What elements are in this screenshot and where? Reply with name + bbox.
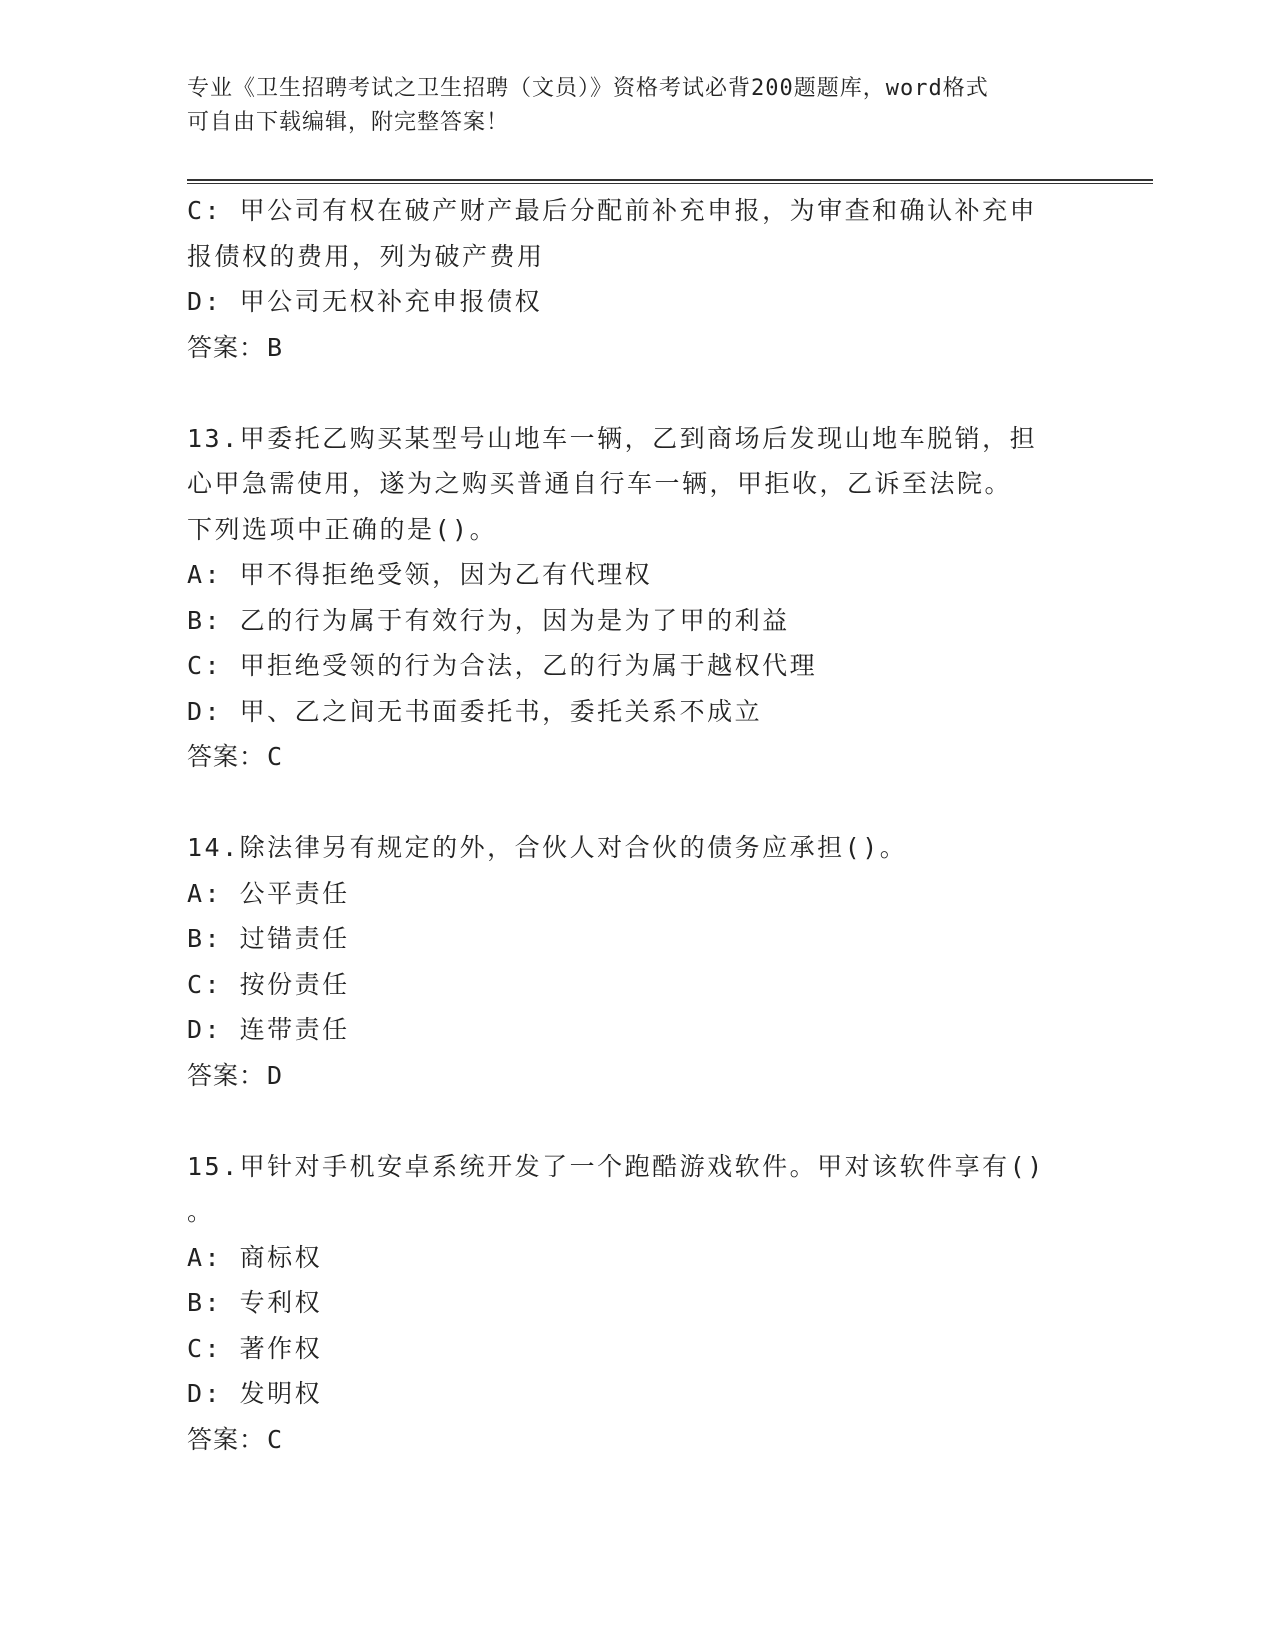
answer-value: C bbox=[267, 742, 284, 771]
option-d: D: 甲、乙之间无书面委托书，委托关系不成立 bbox=[187, 696, 763, 726]
spacer bbox=[187, 1098, 1087, 1144]
spacer bbox=[187, 370, 1087, 416]
question-14 bbox=[187, 825, 1087, 1098]
answer-value: B bbox=[267, 332, 284, 362]
option-b: B: 过错责任 bbox=[187, 924, 350, 953]
option-c: C: 按份责任 bbox=[187, 969, 350, 999]
option-d: D: 连带责任 bbox=[187, 1015, 350, 1044]
question-stem-line-2: 心甲急需使用，遂为之购买普通自行车一辆，甲拒收，乙诉至法院。 bbox=[187, 469, 1013, 498]
option-a: A: 甲不得拒绝受领，因为乙有代理权 bbox=[187, 560, 653, 589]
option-c: C: 甲拒绝受领的行为合法，乙的行为属于越权代理 bbox=[187, 651, 818, 680]
answer-line bbox=[187, 734, 1087, 780]
option-d: D: 发明权 bbox=[187, 1379, 323, 1408]
question-13 bbox=[187, 416, 1087, 780]
answer-value: C bbox=[267, 1424, 284, 1454]
question-stem-line-1: 13.甲委托乙购买某型号山地车一辆，乙到商场后发现山地车脱销，担 bbox=[187, 423, 1038, 453]
question-stem-line-3: 下列选项中正确的是()。 bbox=[187, 514, 498, 544]
answer-value: D bbox=[267, 1060, 284, 1090]
spacer bbox=[187, 780, 1087, 826]
document-header bbox=[187, 72, 1067, 140]
option-c: C: 著作权 bbox=[187, 1333, 323, 1363]
header-divider-thick bbox=[187, 179, 1153, 181]
option-d: D: 甲公司无权补充申报债权 bbox=[187, 287, 543, 316]
answer-label: 答案： bbox=[187, 332, 266, 362]
option-c-line-2: 报债权的费用，列为破产费用 bbox=[187, 241, 545, 271]
answer-line bbox=[187, 325, 1087, 371]
document-body bbox=[187, 188, 1087, 1462]
question-stem-line-2: 。 bbox=[187, 1197, 215, 1226]
option-b: B: 乙的行为属于有效行为，因为是为了甲的利益 bbox=[187, 605, 790, 635]
question-stem-line-1: 15.甲针对手机安卓系统开发了一个跑酷游戏软件。甲对该软件享有() bbox=[187, 1151, 1045, 1181]
option-a: A: 商标权 bbox=[187, 1242, 323, 1272]
answer-label: 答案： bbox=[187, 742, 266, 771]
answer-line bbox=[187, 1417, 1087, 1463]
answer-line bbox=[187, 1053, 1087, 1099]
header-title-line-2: 可自由下载编辑，附完整答案！ bbox=[187, 110, 510, 135]
header-title-line-1: 专业《卫生招聘考试之卫生招聘（文员）》资格考试必背200题题库，word格式 bbox=[187, 76, 989, 101]
question-stem-line-1: 14.除法律另有规定的外，合伙人对合伙的债务应承担()。 bbox=[187, 833, 908, 862]
answer-label: 答案： bbox=[187, 1424, 266, 1454]
option-a: A: 公平责任 bbox=[187, 878, 350, 908]
question-15 bbox=[187, 1144, 1087, 1463]
answer-label: 答案： bbox=[187, 1060, 266, 1090]
header-divider-thin bbox=[187, 183, 1153, 184]
option-c-line-1: C: 甲公司有权在破产财产最后分配前补充申报，为审查和确认补充申 bbox=[187, 196, 1038, 225]
option-b: B: 专利权 bbox=[187, 1288, 323, 1317]
question-12-continued bbox=[187, 188, 1087, 370]
